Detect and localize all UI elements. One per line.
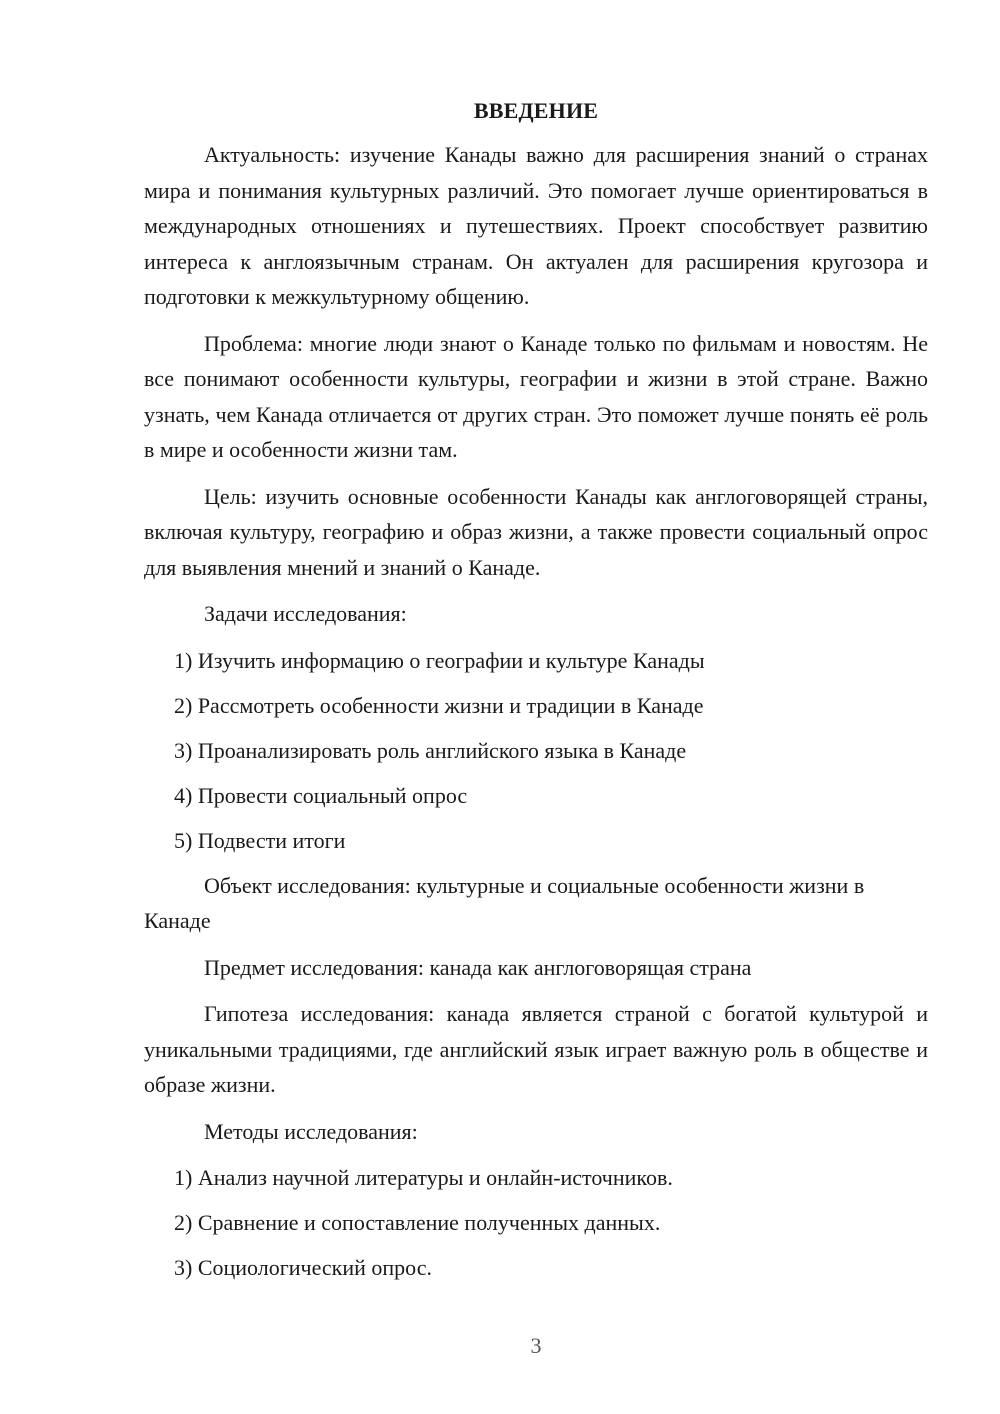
problem-paragraph: Проблема: многие люди знают о Канаде только по фильмам и новостям. Не все понимают особенности культуры, географии и жизни в этой стране. Важно узнать, чем Канада отличается от других стран. Это поможет лучше понять её роль в мире и особенности жизни там. xyxy=(144,330,928,462)
task-item: 3) Проанализировать роль английского языка в Канаде xyxy=(174,737,687,763)
method-item: 3) Социологический опрос. xyxy=(174,1255,432,1280)
task-item: 5) Подвести итоги xyxy=(174,827,346,853)
task-item: 1) Изучить информацию о географии и культуре Канады xyxy=(174,647,705,673)
hypothesis-paragraph: Гипотеза исследования: канада является страной с богатой культурой и уникальными традициями, где английский язык играет важную роль в обществе и образе жизни. xyxy=(144,1001,928,1097)
method-item: 1) Анализ научной литературы и онлайн-источников. xyxy=(174,1165,673,1190)
page-number: 3 xyxy=(530,1333,542,1358)
relevance-paragraph: Актуальность: изучение Канады важно для расширения знаний о странах мира и понимания культурных различий. Это помогает лучше ориентироваться в международных отношениях и путешествиях. Проект способствует развитию интереса к англоязычным странам. Он актуален для расширения кругозора и подготовки к межкультурному общению. xyxy=(144,142,928,309)
method-item: 2) Сравнение и сопоставление полученных данных. xyxy=(174,1210,661,1235)
task-item: 2) Рассмотреть особенности жизни и традиции в Канаде xyxy=(174,692,704,718)
section-heading: ВВЕДЕНИЕ xyxy=(473,98,599,123)
tasks-heading: Задачи исследования: xyxy=(204,601,407,626)
methods-heading: Методы исследования: xyxy=(204,1118,418,1144)
subject-paragraph: Предмет исследования: канада как англоговорящая страна xyxy=(204,954,752,980)
page-content xyxy=(144,96,928,1295)
task-item: 4) Провести социальный опрос xyxy=(174,782,468,808)
goal-paragraph: Цель: изучить основные особенности Канады как англоговорящей страны, включая культуру, географию и образ жизни, а также провести социальный опрос для выявления мнений и знаний о Канаде. xyxy=(144,483,928,580)
object-paragraph: Объект исследования: культурные и социальные особенности жизни в Канаде xyxy=(144,872,865,933)
